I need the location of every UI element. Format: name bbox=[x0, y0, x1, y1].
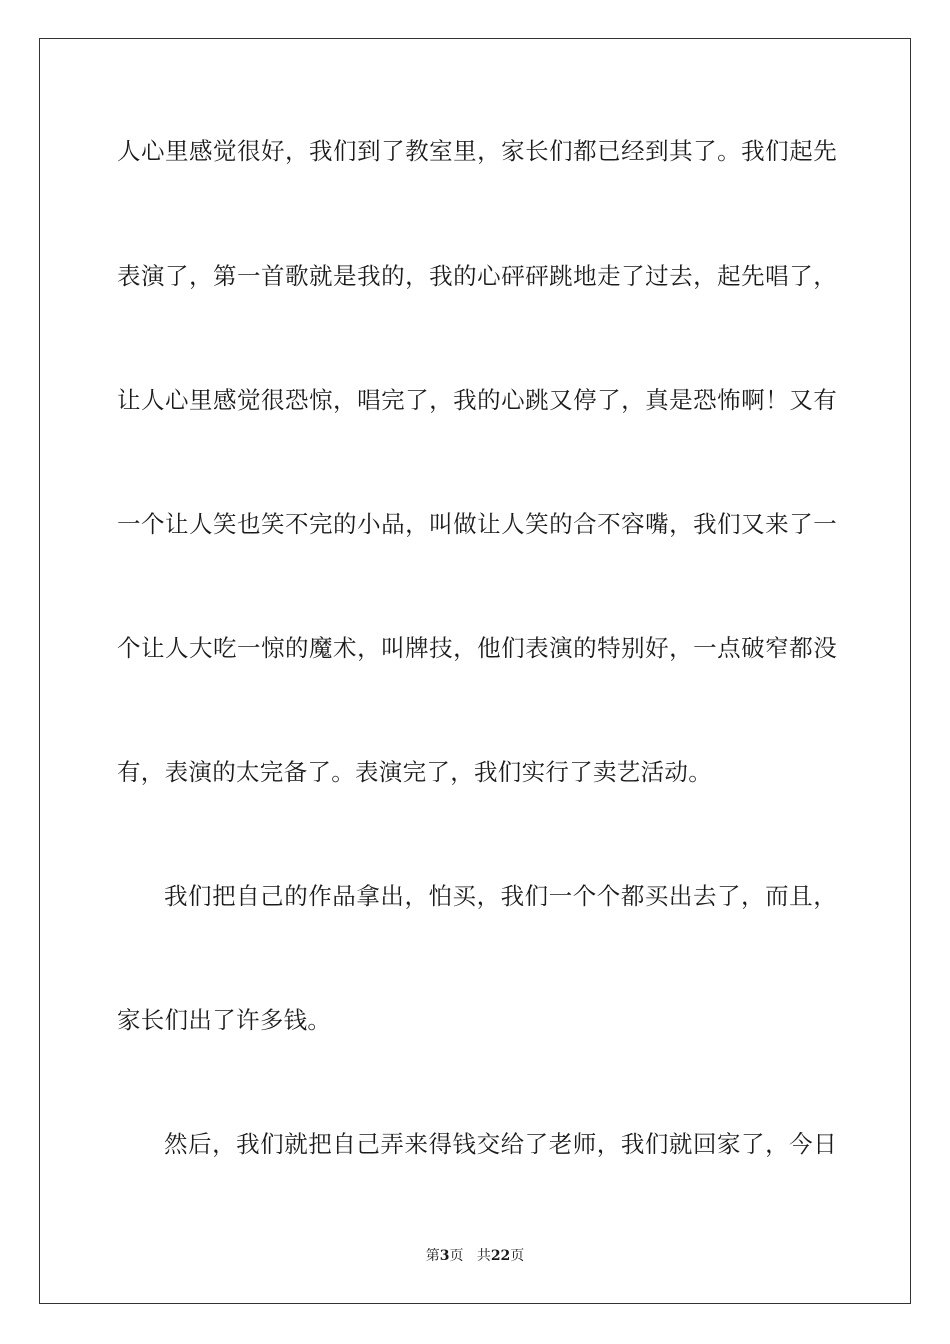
body-line-4: 一个让人笑也笑不完的小品，叫做让人笑的合不容嘴，我们又来了一 bbox=[117, 510, 837, 538]
footer-total-pages: 22 bbox=[490, 1248, 511, 1264]
page-frame bbox=[39, 38, 911, 1304]
footer-prefix: 第 bbox=[425, 1248, 440, 1264]
body-line-2: 表演了，第一首歌就是我的，我的心砰砰跳地走了过去，起先唱了， bbox=[117, 262, 837, 290]
body-line-3: 让人心里感觉很恐惊，唱完了，我的心跳又停了，真是恐怖啊！又有 bbox=[117, 386, 837, 414]
footer-total-prefix: 共 bbox=[476, 1248, 491, 1264]
body-line-7: 我们把自己的作品拿出，怕买，我们一个个都买出去了，而且， bbox=[164, 882, 837, 910]
body-line-8: 家长们出了许多钱。 bbox=[117, 1006, 332, 1034]
footer-total-suffix: 页 bbox=[510, 1248, 525, 1264]
page-footer bbox=[0, 1247, 950, 1265]
body-line-1: 人心里感觉很好，我们到了教室里，家长们都已经到其了。我们起先 bbox=[117, 137, 837, 165]
body-line-9: 然后，我们就把自己弄来得钱交给了老师，我们就回家了，今日 bbox=[164, 1130, 837, 1158]
body-line-5: 个让人大吃一惊的魔术，叫牌技，他们表演的特别好，一点破窄都没 bbox=[117, 634, 837, 662]
body-line-6: 有，表演的太完备了。表演完了，我们实行了卖艺活动。 bbox=[117, 758, 712, 786]
footer-page-suffix: 页 bbox=[449, 1248, 464, 1264]
footer-page-number: 3 bbox=[439, 1248, 450, 1264]
